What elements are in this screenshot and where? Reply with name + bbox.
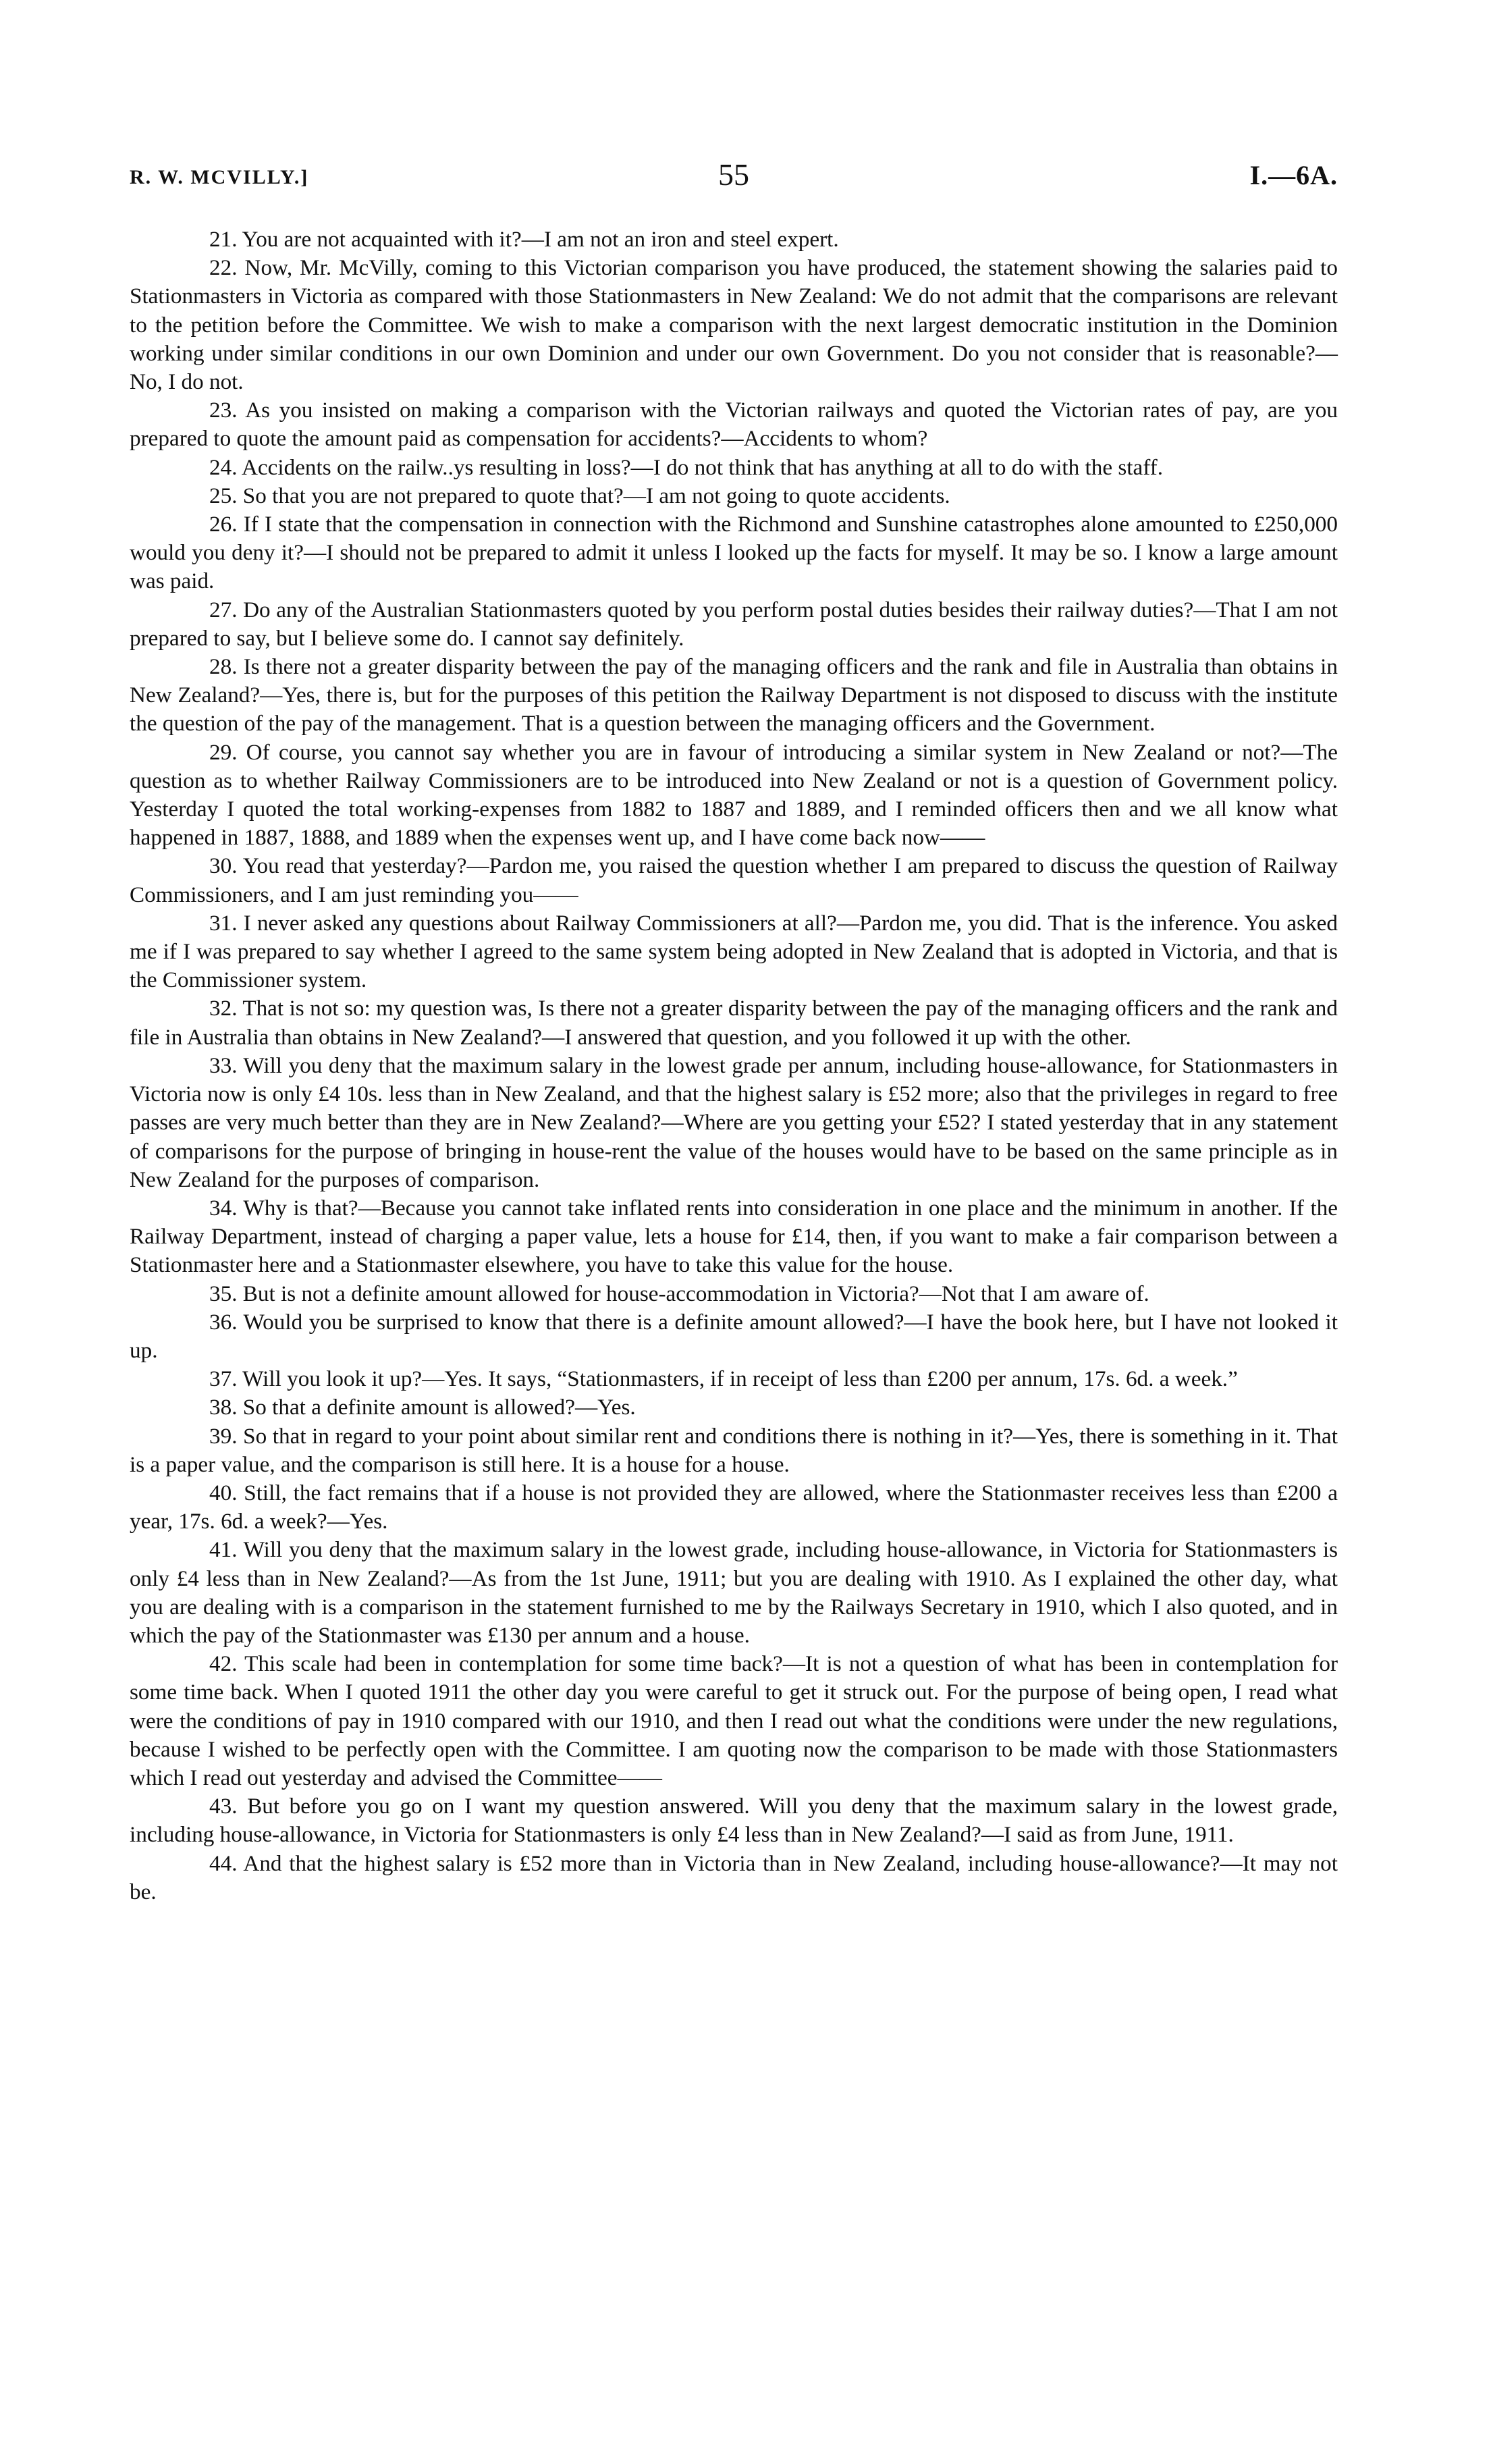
question-26: 26. If I state that the compensation in connection with the Richmond and Sunshine catastrophes alone amounted to £250,000 would you deny it?—I should not be prepared to admit it unless I looked up the facts for myself. It may be so. I know a large amount was paid.	[130, 512, 1338, 594]
page-header	[130, 157, 1338, 197]
question-25: 25. So that you are not prepared to quote that?—I am not going to quote accidents.	[209, 483, 950, 508]
page-number: 55	[718, 157, 749, 192]
question-36: 36. Would you be surprised to know that there is a definite amount allowed?—I have the book here, but I have not looked it up.	[130, 1309, 1338, 1363]
document-reference: I.—6A.	[1249, 160, 1338, 190]
question-44: 44. And that the highest salary is £52 more than in Victoria than in New Zealand, including house-allowance?—It may not be.	[130, 1850, 1338, 1904]
question-29: 29. Of course, you cannot say whether you are in favour of introducing a similar system in New Zealand or not?—The question as to whether Railway Commissioners are to be introduced into New Zealand or not is a question of Government policy. Yesterday I quoted the total working-expenses from 1882 to 1887 and 1889, and I reminded officers then and we all know what happened in 1887, 1888, and 1889 when the expenses went up, and I have come back now——	[130, 739, 1338, 851]
question-42: 42. This scale had been in contemplation for some time back?—It is not a question of what has been in contemplation for some time back. When I quoted 1911 the other day you were careful to get it struck out. For the purpose of being open, I read what were the conditions of pay in 1910 compared with our 1910, and then I read out what the conditions were under the new regulations, because I wished to be perfectly open with the Committee. I am quoting now the comparison to be made with those Stationmasters which I read out yesterday and advised the Committee——	[130, 1651, 1338, 1790]
question-39: 39. So that in regard to your point about similar rent and conditions there is nothing in it?—Yes, there is something in it. That is a paper value, and the comparison is still here. It is a house for a house.	[130, 1423, 1338, 1477]
transcript-body	[130, 225, 1338, 1906]
question-24: 24. Accidents on the railw..ys resulting in loss?—I do not think that has anything at all to do with the staff.	[209, 454, 1164, 480]
question-38: 38. So that a definite amount is allowed?—Yes.	[209, 1395, 636, 1420]
question-23: 23. As you insisted on making a comparison with the Victorian railways and quoted the Victorian rates of pay, are you prepared to quote the amount paid as compensation for accidents?—Accidents to whom?	[130, 398, 1338, 452]
question-43: 43. But before you go on I want my question answered. Will you deny that the maximum salary in the lowest grade, including house-allowance, in Victoria for Stationmasters is only £4 less than in New Zealand?—I said as from June, 1911.	[130, 1794, 1338, 1848]
question-35: 35. But is not a definite amount allowed for house-accommodation in Victoria?—Not that I am aware of.	[209, 1281, 1149, 1306]
question-33: 33. Will you deny that the maximum salary in the lowest grade per annum, including house-allowance, for Stationmasters in Victoria now is only £4 10s. less than in New Zealand, and that the highest salary is £52 more; also that the privileges in regard to free passes are very much better than they are in New Zealand?—Where are you getting your £52? I stated yesterday that in any statement of comparisons for the purpose of bringing in house-rent the value of the houses would have to be based on the same principle as in New Zealand for the purposes of comparison.	[130, 1052, 1338, 1192]
question-27: 27. Do any of the Australian Stationmasters quoted by you perform postal duties besides their railway duties?—That I am not prepared to say, but I believe some do. I cannot say definitely.	[130, 597, 1338, 651]
question-41: 41. Will you deny that the maximum salary in the lowest grade, including house-allowance, in Victoria for Stationmasters is only £4 less than in New Zealand?—As from the 1st June, 1911; but you are dealing with 1910. As I explained the other day, what you are dealing with is a comparison in the statement furnished to me by the Railways Secretary in 1910, which I also quoted, and in which the pay of the Stationmaster was £130 per annum and a house.	[130, 1537, 1338, 1648]
question-30: 30. You read that yesterday?—Pardon me, you raised the question whether I am prepared to discuss the question of Railway Commissioners, and I am just reminding you——	[130, 853, 1338, 907]
question-28: 28. Is there not a greater disparity between the pay of the managing officers and the rank and file in Australia than obtains in New Zealand?—Yes, there is, but for the purposes of this petition the Railway Department is not disposed to discuss with the institute the question of the pay of the management. That is a question between the managing officers and the Government.	[130, 654, 1338, 736]
question-37: 37. Will you look it up?—Yes. It says, “Stationmasters, if in receipt of less than £200 per annum, 17s. 6d. a week.”	[209, 1366, 1238, 1392]
witness-name-header: R. W. MCVILLY.]	[130, 166, 309, 188]
question-21: 21. You are not acquainted with it?—I am not an iron and steel expert.	[209, 227, 839, 252]
question-34: 34. Why is that?—Because you cannot take inflated rents into consideration in one place and the minimum in another. If the Railway Department, instead of charging a paper value, lets a house for £14, then, if you want to make a fair comparison between a Stationmaster here and a Stationmaster elsewhere, you have to take this value for the house.	[130, 1195, 1338, 1278]
question-40: 40. Still, the fact remains that if a house is not provided they are allowed, where the Stationmaster receives less than £200 a year, 17s. 6d. a week?—Yes.	[130, 1480, 1338, 1534]
question-22: 22. Now, Mr. McVilly, coming to this Victorian comparison you have produced, the statement showing the salaries paid to Stationmasters in Victoria as compared with those Stationmasters in New Zealand: We do not admit that the comparisons are relevant to the petition before the Committee. We wish to make a comparison with the next largest democratic institution in the Dominion working under similar conditions in our own Dominion and under our own Government. Do you not consider that is reasonable?—No, I do not.	[130, 255, 1338, 395]
question-32: 32. That is not so: my question was, Is there not a greater disparity between the pay of the managing officers and the rank and file in Australia than obtains in New Zealand?—I answered that question, and you followed it up with the other.	[130, 996, 1338, 1050]
question-31: 31. I never asked any questions about Railway Commissioners at all?—Pardon me, you did. That is the inference. You asked me if I was prepared to say whether I agreed to the same system being adopted in New Zealand that is adopted in Victoria, and that is the Commissioner system.	[130, 910, 1338, 993]
